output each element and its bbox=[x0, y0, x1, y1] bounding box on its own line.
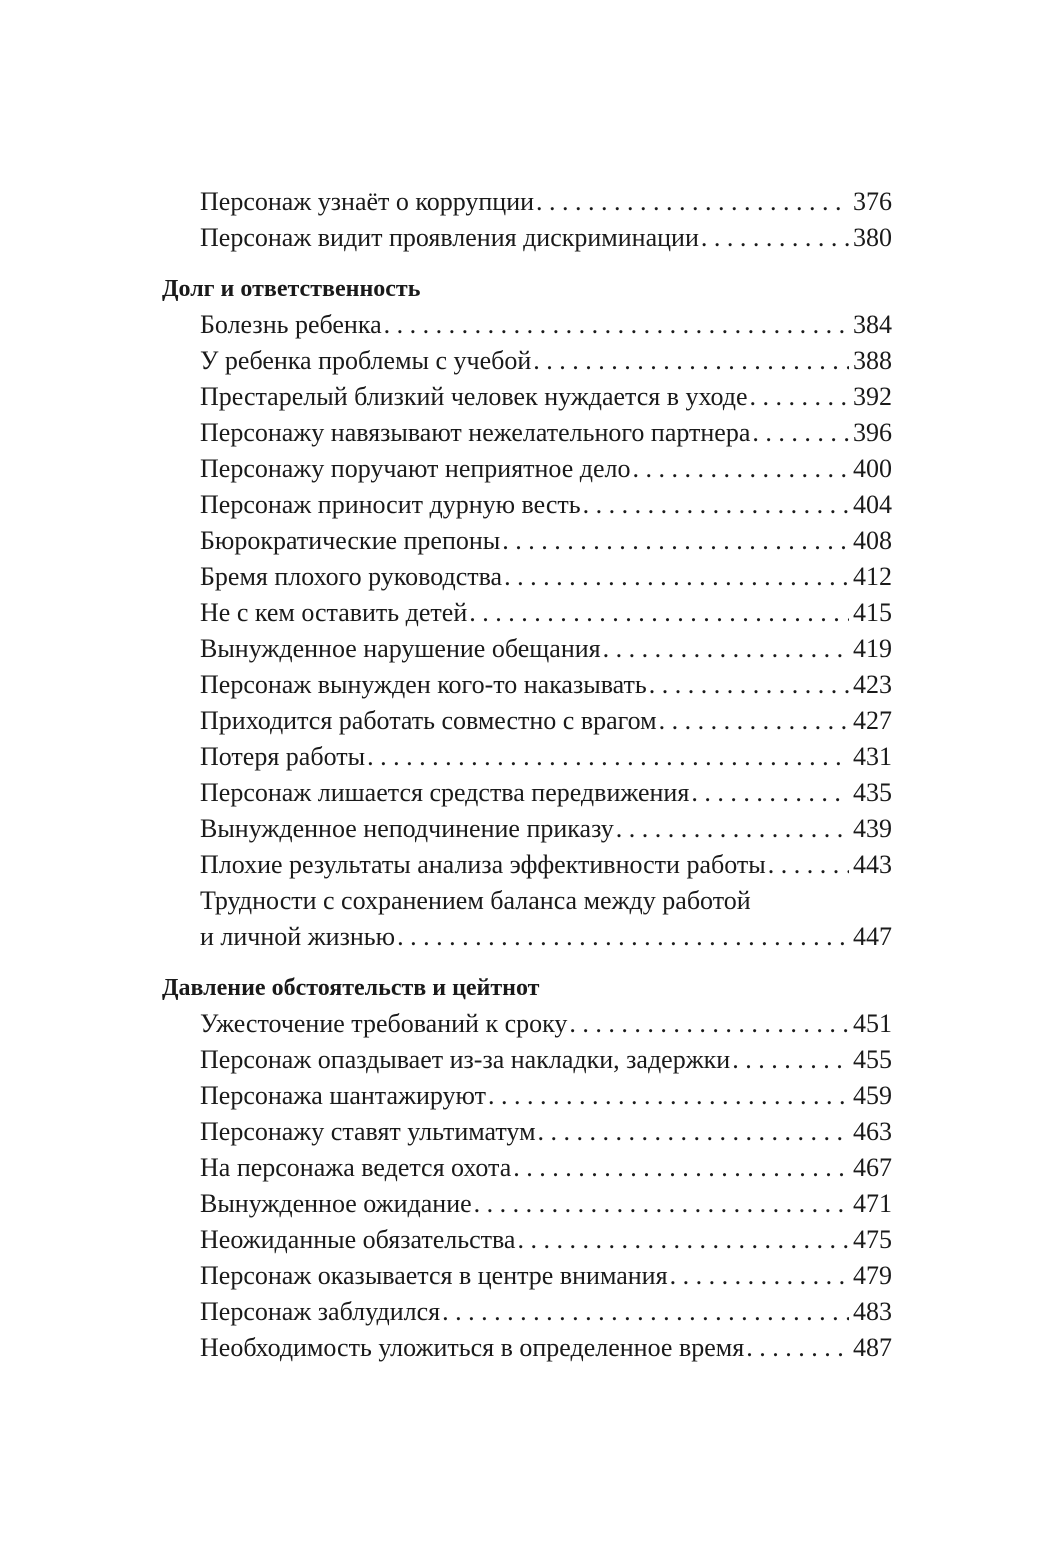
toc-lead-entries bbox=[162, 184, 892, 256]
section-heading: Давление обстоятельств и цейтнот bbox=[162, 975, 540, 1001]
toc-entry bbox=[200, 1222, 892, 1258]
dot-leader bbox=[442, 1294, 849, 1330]
toc-entry-title: Персонаж узнаёт о коррупции bbox=[200, 187, 535, 216]
dot-leader bbox=[616, 811, 849, 847]
toc-entry-page: 408 bbox=[853, 526, 892, 555]
toc-entry-page: 435 bbox=[853, 778, 892, 807]
toc-entry-page: 451 bbox=[853, 1009, 892, 1038]
toc-entry-title: Не с кем оставить детей bbox=[200, 598, 468, 627]
toc-entry bbox=[200, 1258, 892, 1294]
dot-leader bbox=[397, 919, 849, 955]
toc-entry bbox=[200, 487, 892, 523]
toc-entry-title: Бремя плохого руководства bbox=[200, 562, 503, 591]
dot-leader bbox=[691, 775, 849, 811]
toc-entry-page: 376 bbox=[853, 187, 892, 216]
toc-entry-page: 427 bbox=[853, 706, 892, 735]
toc-entry-page: 380 bbox=[853, 223, 892, 252]
dot-leader bbox=[659, 703, 849, 739]
dot-leader bbox=[536, 184, 849, 220]
toc-entry-page: 475 bbox=[853, 1225, 892, 1254]
dot-leader bbox=[649, 667, 849, 703]
toc-entry-title: Приходится работать совместно с врагом bbox=[200, 706, 657, 735]
toc-entry-page: 487 bbox=[853, 1333, 892, 1362]
toc-entry bbox=[200, 1006, 892, 1042]
dot-leader bbox=[367, 739, 849, 775]
toc-entry-title-line2: и личной жизнью bbox=[200, 922, 396, 951]
toc-entry bbox=[200, 1186, 892, 1222]
toc-entry-title: Неожиданные обязательства bbox=[200, 1225, 516, 1254]
dot-leader bbox=[502, 523, 849, 559]
toc-entry bbox=[200, 523, 892, 559]
toc-entry-page: 431 bbox=[853, 742, 892, 771]
toc-entry-page: 400 bbox=[853, 454, 892, 483]
dot-leader bbox=[670, 1258, 849, 1294]
toc-entry-page: 455 bbox=[853, 1045, 892, 1074]
toc-entry-page: 483 bbox=[853, 1297, 892, 1326]
toc-entry-title: Бюрократические препоны bbox=[200, 526, 501, 555]
toc-entry-title: У ребенка проблемы с учебой bbox=[200, 346, 532, 375]
dot-leader bbox=[474, 1186, 849, 1222]
toc-entry-title: Персонажу поручают неприятное дело bbox=[200, 454, 631, 483]
toc-entry-title: Престарелый близкий человек нуждается в уходе bbox=[200, 382, 748, 411]
dot-leader bbox=[533, 343, 849, 379]
toc-entry-title: Персонаж опаздывает из-за накладки, задержки bbox=[200, 1045, 731, 1074]
dot-leader bbox=[583, 487, 849, 523]
dot-leader bbox=[768, 847, 849, 883]
toc-entry-page: 467 bbox=[853, 1153, 892, 1182]
toc-entry-title: Персонажа шантажируют bbox=[200, 1081, 486, 1110]
toc-entry-line2 bbox=[200, 919, 892, 955]
toc-entry bbox=[200, 559, 892, 595]
toc-entry-page: 396 bbox=[853, 418, 892, 447]
toc-section-entries bbox=[162, 307, 892, 955]
toc-entry-title-line1: Трудности с сохранением баланса между работой bbox=[200, 886, 751, 915]
toc-entry-title: Персонаж вынужден кого-то наказывать bbox=[200, 670, 647, 699]
toc-entry-title: Персонаж заблудился bbox=[200, 1297, 441, 1326]
toc-entry-title: Персонаж видит проявления дискриминации bbox=[200, 223, 699, 252]
toc-entry-page: 412 bbox=[853, 562, 892, 591]
dot-leader bbox=[701, 220, 849, 256]
toc-entry bbox=[200, 1078, 892, 1114]
toc-entry bbox=[200, 451, 892, 487]
dot-leader bbox=[746, 1330, 849, 1366]
toc-entry-title: Персонажу навязывают нежелательного партнера bbox=[200, 418, 751, 447]
toc-entry-title: Вынужденное нарушение обещания bbox=[200, 634, 601, 663]
toc-entry bbox=[200, 307, 892, 343]
toc-entry-page: 392 bbox=[853, 382, 892, 411]
toc-entry bbox=[200, 739, 892, 775]
toc-entry-title: Персонаж лишается средства передвижения bbox=[200, 778, 690, 807]
dot-leader bbox=[633, 451, 849, 487]
toc-entry-title: Персонаж приносит дурную весть bbox=[200, 490, 581, 519]
toc-entry-page: 479 bbox=[853, 1261, 892, 1290]
toc-entry-title: Ужесточение требований к сроку bbox=[200, 1009, 568, 1038]
dot-leader bbox=[732, 1042, 849, 1078]
toc-entry-page: 443 bbox=[853, 850, 892, 879]
toc-entry-page: 404 bbox=[853, 490, 892, 519]
table-of-contents bbox=[162, 184, 892, 1366]
toc-entry bbox=[200, 667, 892, 703]
toc-entry-title: Персонаж оказывается в центре внимания bbox=[200, 1261, 668, 1290]
dot-leader bbox=[603, 631, 849, 667]
dot-leader bbox=[752, 415, 849, 451]
toc-entry bbox=[200, 379, 892, 415]
toc-entry-page: 463 bbox=[853, 1117, 892, 1146]
section-heading: Долг и ответственность bbox=[162, 276, 421, 302]
toc-entry-title: Плохие результаты анализа эффективности работы bbox=[200, 850, 766, 879]
toc-section-entries bbox=[162, 1006, 892, 1366]
toc-entry-page: 419 bbox=[853, 634, 892, 663]
toc-entry-wrapped bbox=[200, 883, 892, 955]
toc-entry bbox=[200, 220, 892, 256]
dot-leader bbox=[384, 307, 849, 343]
dot-leader bbox=[488, 1078, 849, 1114]
toc-entry-title: На персонажа ведется охота bbox=[200, 1153, 512, 1182]
toc-entry-page: 384 bbox=[853, 310, 892, 339]
toc-entry bbox=[200, 184, 892, 220]
toc-entry bbox=[200, 847, 892, 883]
dot-leader bbox=[517, 1222, 849, 1258]
dot-leader bbox=[750, 379, 849, 415]
toc-entry bbox=[200, 415, 892, 451]
toc-entry-page: 415 bbox=[853, 598, 892, 627]
toc-entry-title: Болезнь ребенка bbox=[200, 310, 382, 339]
toc-entry bbox=[200, 1114, 892, 1150]
toc-entry-page: 459 bbox=[853, 1081, 892, 1110]
toc-entry-page: 471 bbox=[853, 1189, 892, 1218]
dot-leader bbox=[538, 1114, 849, 1150]
toc-entry bbox=[200, 1150, 892, 1186]
toc-entry bbox=[200, 631, 892, 667]
toc-entry-page: 439 bbox=[853, 814, 892, 843]
toc-entry-page: 423 bbox=[853, 670, 892, 699]
dot-leader bbox=[504, 559, 849, 595]
toc-entry-title: Необходимость уложиться в определенное время bbox=[200, 1333, 745, 1362]
dot-leader bbox=[569, 1006, 849, 1042]
toc-entry-title: Вынужденное ожидание bbox=[200, 1189, 472, 1218]
toc-entry bbox=[200, 343, 892, 379]
toc-entry bbox=[200, 703, 892, 739]
toc-entry-page: 388 bbox=[853, 346, 892, 375]
toc-entry bbox=[200, 775, 892, 811]
toc-entry bbox=[200, 1042, 892, 1078]
toc-entry-title: Вынужденное неподчинение приказу bbox=[200, 814, 614, 843]
dot-leader bbox=[513, 1150, 849, 1186]
toc-entry-title: Персонажу ставят ультиматум bbox=[200, 1117, 536, 1146]
toc-entry bbox=[200, 1294, 892, 1330]
toc-entry bbox=[200, 1330, 892, 1366]
toc-entry-page: 447 bbox=[853, 922, 892, 951]
toc-entry bbox=[200, 811, 892, 847]
toc-entry bbox=[200, 595, 892, 631]
dot-leader bbox=[469, 595, 849, 631]
toc-entry-title: Потеря работы bbox=[200, 742, 366, 771]
